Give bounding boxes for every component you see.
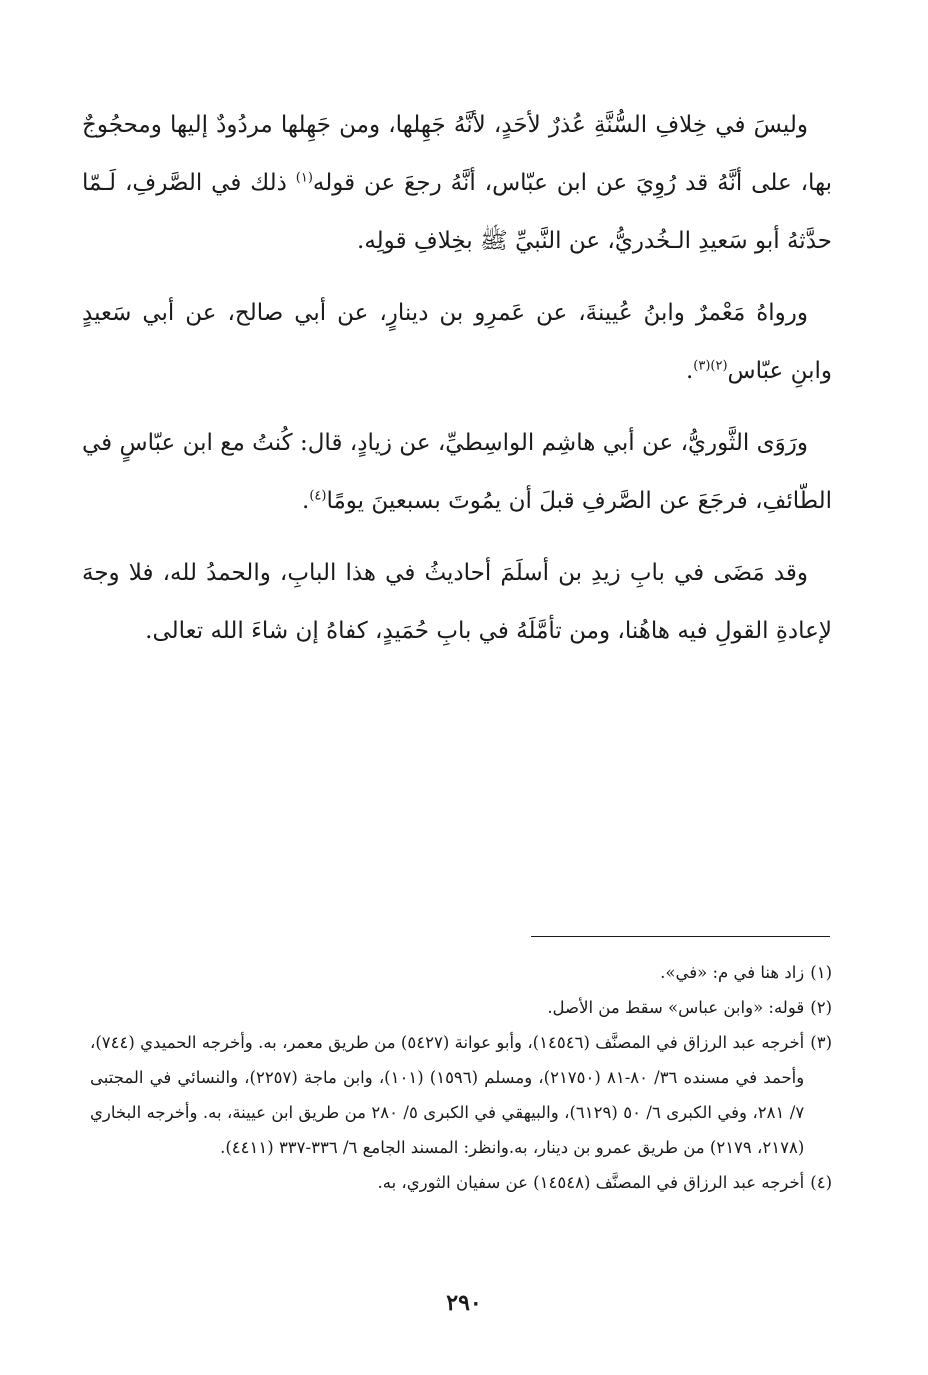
footnote-text: قوله: «وابن عباس» سقط من الأصل. [547, 998, 805, 1017]
footnote-text: أخرجه عبد الرزاق في المصنَّف (١٤٥٤٦)، وأبو عوانة (٥٤٢٧) من طريق معمر، به. وأخرجه الحميدي (٧٤٤)، وأحمد في مسنده ٣٦/ ٨٠-٨١ (٢١٧٥٠)، ومسلم (١٥٩٦) (١٠١)، وابن ماجة (٢٢٥٧)، والنسائي في المجتبى ٧/ ٢٨١، وفي الكبرى ٦/ ٥٠ (٦١٢٩)، والبيهقي في الكبرى ٥/ ٢٨٠ من طريق ابن عيينة، به. وأخرجه البخاري (٢١٧٨، ٢١٧٩) من طريق عمرو بن دينار، به.وانظر: المسند الجامع ٦/ ٣٣٦-٣٣٧ (٤٤١١). [90, 1033, 805, 1157]
paragraph-1 [82, 96, 832, 270]
footnotes [90, 955, 832, 1200]
footnote-ref: (٤) [309, 488, 327, 504]
paragraph-3 [82, 414, 832, 530]
paragraph-text: . [685, 358, 694, 384]
page-number: ٢٩٠ [446, 1290, 482, 1316]
paragraph-text: ورَوَى الثَّوريُّ، عن أبي هاشِم الواسِطيِّ، عن زيادٍ، قال: كُنتُ مع ابن عبّاسٍ في الطّائفِ، فرجَعَ عن الصَّرفِ قبلَ أن يمُوتَ بسبعينَ يومًا [82, 430, 832, 514]
footnote-4 [90, 1165, 832, 1200]
footnote-number: (١) [810, 963, 832, 982]
footnote-divider [531, 936, 830, 937]
paragraph-text: ورواهُ مَعْمرٌ وابنُ عُيينةَ، عن عَمرِو بن دينارٍ، عن أبي صالح، عن أبي سَعيدٍ وابنِ عبّاس [82, 300, 832, 384]
footnote-3 [90, 1025, 832, 1165]
main-text [82, 96, 832, 674]
footnote-text: أخرجه عبد الرزاق في المصنَّف (١٤٥٤٨) عن سفيان الثوري، به. [377, 1173, 805, 1192]
paragraph-2 [82, 284, 832, 400]
paragraph-text: . [302, 488, 310, 514]
footnote-ref: (٢) [710, 358, 728, 374]
paragraph-text: وقد مَضَى في بابِ زيدِ بن أسلَمَ أحاديثُ في هذا البابِ، والحمدُ لله، فلا وجهَ لإعادةِ القولِ فيه هاهُنا، ومن تأمَّلَهُ في بابِ حُمَيدٍ، كفاهُ إن شاءَ الله تعالى. [82, 560, 832, 644]
footnote-number: (٤) [810, 1173, 832, 1192]
footnote-2 [90, 990, 832, 1025]
footnote-ref: (٣) [693, 358, 711, 374]
footnote-text: زاد هنا في م: «في». [660, 963, 805, 982]
paragraph-4 [82, 544, 832, 660]
footnote-1 [90, 955, 832, 990]
footnote-number: (٢) [810, 998, 832, 1017]
paragraph-text: ذلك في الصَّرفِ، لَـمّا حدَّثهُ أبو سَعيدِ الـخُدريُّ، عن النَّبيِّ ﷺ بخِلافِ قولِه. [82, 170, 832, 254]
footnote-ref: (١) [295, 170, 313, 186]
paragraph-text: وليسَ في خِلافِ السُّنَّةِ عُذرٌ لأحَدٍ، لأنَّهُ جَهِلها، ومن جَهِلها مردُودٌ إليها ومحجُوجٌ بها، على أنَّهُ قد رُوِيَ عن ابن عبّاس، أنَّهُ رجعَ عن قوله [82, 112, 833, 196]
footnote-number: (٣) [810, 1033, 832, 1052]
